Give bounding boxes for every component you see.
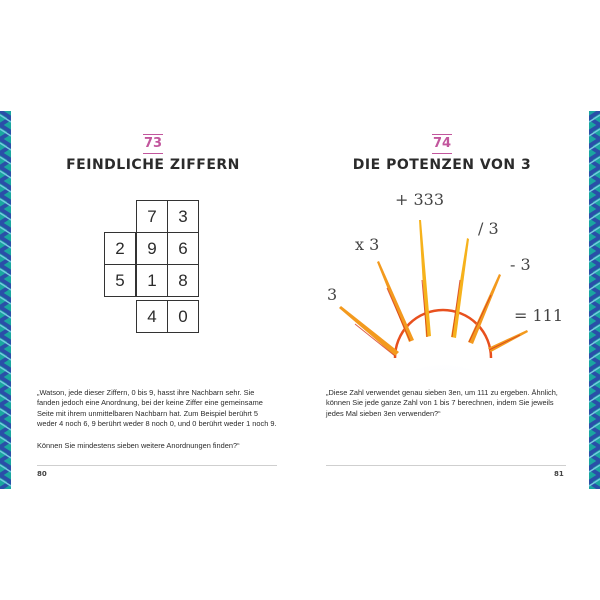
label-minus-three: - 3 — [510, 255, 531, 274]
grid-cell: 3 — [167, 200, 199, 233]
left-decorative-stripe — [0, 111, 11, 489]
digit-grid — [104, 200, 200, 334]
grid-cell: 9 — [136, 232, 168, 265]
grid-cell: 1 — [136, 264, 168, 297]
right-page-title: DIE POTENZEN VON 3 — [352, 157, 532, 173]
left-paragraph: „Watson, jede dieser Ziffern, 0 bis 9, hasst ihre Nachbarn sehr. Sie fanden jedoch eine Anordnung, bei der keine Ziffer eine gemeinsame Seite mit ihrem unmittelbaren Nachbarn hat. Zum Beispiel berührt 5 weder 4 noch 6, 9 berührt weder 8 noch 0, und 0 berührt weder 1 noch 9. — [37, 388, 277, 429]
label-divide-three: / 3 — [478, 219, 499, 238]
left-footer-rule — [37, 465, 277, 466]
grid-cell: 6 — [167, 232, 199, 265]
grid-cell: 2 — [104, 232, 136, 265]
right-paragraph: „Diese Zahl verwendet genau sieben 3en, um 111 zu ergeben. Ähnlich, können Sie jede ganze Zahl von 1 bis 7 berechnen, indem Sie jeweils jedes Mal sieben 3en verwenden?“ — [326, 388, 558, 418]
right-decorative-stripe — [589, 111, 600, 489]
sun-glow — [363, 292, 523, 370]
left-page-title: FEINDLICHE ZIFFERN — [66, 157, 240, 173]
page-number-right: 81 — [554, 470, 564, 478]
puzzle-number-73: 73 — [143, 134, 163, 154]
puzzle-number-74: 74 — [432, 134, 452, 154]
label-times-three: x 3 — [355, 235, 380, 254]
page-number-left: 80 — [37, 470, 47, 478]
sunburst-illustration — [315, 190, 575, 370]
left-question: Können Sie mindestens sieben weitere Anordnungen finden?“ — [37, 441, 240, 450]
right-footer-rule — [326, 465, 566, 466]
grid-cell: 7 — [136, 200, 168, 233]
grid-cell: 8 — [167, 264, 199, 297]
label-plus-333: + 333 — [395, 190, 445, 209]
grid-cell: 4 — [136, 300, 168, 333]
grid-cell: 0 — [167, 300, 199, 333]
grid-cell: 5 — [104, 264, 136, 297]
label-equals-111: = 111 — [514, 306, 564, 325]
label-three: 3 — [327, 285, 338, 304]
